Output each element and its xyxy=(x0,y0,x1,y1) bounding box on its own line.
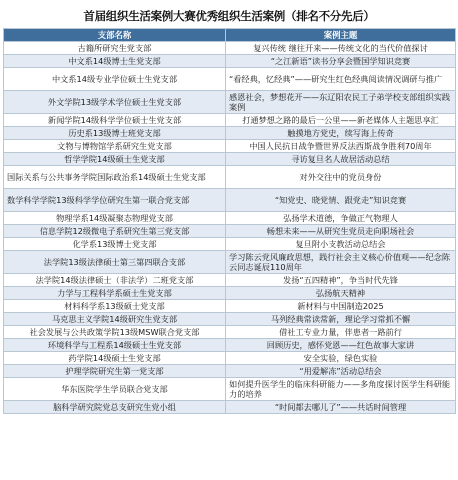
branch-name-cell: 外文学院13级学术学位硕士生党支部 xyxy=(4,91,226,114)
table-row xyxy=(4,238,456,251)
branch-name-cell: 哲学学院14级硕士生党支部 xyxy=(4,153,226,166)
case-theme-cell: 畅想未来——从研究生党员走向职场社会 xyxy=(226,225,456,238)
table-row xyxy=(4,287,456,300)
table-row xyxy=(4,300,456,313)
table-row xyxy=(4,365,456,378)
table-row xyxy=(4,140,456,153)
table-row xyxy=(4,42,456,55)
case-theme-cell: 复兴传统 继往开来——传统文化的当代价值探讨 xyxy=(226,42,456,55)
case-theme-cell: 打通梦想之路的最后一公里——新老媒体人主题思享汇 xyxy=(226,114,456,127)
case-theme-cell: 中国人民抗日战争暨世界反法西斯战争胜利70周年 xyxy=(226,140,456,153)
branch-name-cell: 力学与工程科学系硕士生党支部 xyxy=(4,287,226,300)
branch-name-cell: 药学院14级硕士生党支部 xyxy=(4,352,226,365)
table-row xyxy=(4,339,456,352)
table-row xyxy=(4,114,456,127)
branch-name-cell: 脑科学研究院党总支研究生党小组 xyxy=(4,401,226,414)
branch-name-cell: 数学科学学院13级科学学位研究生第一联合党支部 xyxy=(4,189,226,212)
table-row xyxy=(4,401,456,414)
table-row xyxy=(4,251,456,274)
page-title: 首届组织生活案例大赛优秀组织生活案例（排名不分先后） xyxy=(83,9,375,23)
branch-name-cell: 历史系13级博士班党支部 xyxy=(4,127,226,140)
case-theme-cell: “用爱解冻”活动总结会 xyxy=(226,365,456,378)
branch-name-cell: 护理学院研究生第一党支部 xyxy=(4,365,226,378)
case-theme-cell: 触摸地方党史，续写海上传奇 xyxy=(226,127,456,140)
branch-name-cell: 古籍所研究生党支部 xyxy=(4,42,226,55)
table-row xyxy=(4,55,456,68)
branch-name-cell: 物理学系14级凝聚态物理党支部 xyxy=(4,212,226,225)
table-row xyxy=(4,189,456,212)
table-header-row xyxy=(4,29,456,42)
table-row xyxy=(4,212,456,225)
branch-name-cell: 社会发展与公共政策学院13级MSW联合党支部 xyxy=(4,326,226,339)
case-theme-cell: 弘扬学术道德，争做正气物理人 xyxy=(226,212,456,225)
table-row xyxy=(4,274,456,287)
table-row xyxy=(4,352,456,365)
header-case-theme: 案例主题 xyxy=(226,29,456,42)
case-theme-cell: 安全实验，绿色实验 xyxy=(226,352,456,365)
case-theme-cell: 对外交往中的党员身份 xyxy=(226,166,456,189)
table-row xyxy=(4,166,456,189)
case-theme-cell: 学习陈云党风廉政思想，践行社会主义核心价值观——纪念陈云同志诞辰110周年 xyxy=(226,251,456,274)
branch-name-cell: 华东医院学生学员联合党支部 xyxy=(4,378,226,401)
table-row xyxy=(4,225,456,238)
case-theme-cell: 回顾历史，感怀党恩——红色故事大家讲 xyxy=(226,339,456,352)
branch-name-cell: 法学院13级法律硕士第三第四联合支部 xyxy=(4,251,226,274)
branch-name-cell: 国际关系与公共事务学院国际政治系14级硕士生党支部 xyxy=(4,166,226,189)
case-theme-cell: 马列经典常读常新，理论学习常抓不懈 xyxy=(226,313,456,326)
table-row xyxy=(4,91,456,114)
table-row xyxy=(4,313,456,326)
table-row xyxy=(4,326,456,339)
header-branch-name: 支部名称 xyxy=(4,29,226,42)
case-theme-cell: 借社工专业力量，伴患者一路前行 xyxy=(226,326,456,339)
table-row xyxy=(4,68,456,91)
table-row xyxy=(4,127,456,140)
case-theme-cell: “时间都去哪儿了”——共话时间管理 xyxy=(226,401,456,414)
case-theme-cell: 感恩社会，梦想花开——东辽阳农民工子弟学校支部组织实践案例 xyxy=(226,91,456,114)
case-theme-cell: 复旦附小支教活动总结会 xyxy=(226,238,456,251)
branch-name-cell: 中文系14级博士生党支部 xyxy=(4,55,226,68)
case-theme-cell: 寻访复旦名人故居活动总结 xyxy=(226,153,456,166)
branch-name-cell: 文物与博物馆学系研究生党支部 xyxy=(4,140,226,153)
case-theme-cell: 弘扬航天精神 xyxy=(226,287,456,300)
case-theme-cell: “知党史、晓党情、跟党走”知识竞赛 xyxy=(226,189,456,212)
branch-name-cell: 法学院14级法律硕士（非法学）二班党支部 xyxy=(4,274,226,287)
branch-name-cell: 化学系13级博士党支部 xyxy=(4,238,226,251)
branch-name-cell: 信息学院12级微电子系研究生第三党支部 xyxy=(4,225,226,238)
branch-name-cell: 马克思主义学院14级研究生党支部 xyxy=(4,313,226,326)
branch-name-cell: 环境科学与工程系14级硕士生党支部 xyxy=(4,339,226,352)
case-theme-cell: “之江新语”读书分享会暨国学知识竞赛 xyxy=(226,55,456,68)
branch-name-cell: 中文系14级专业学位硕士生党支部 xyxy=(4,68,226,91)
branch-name-cell: 材料科学系13级硕士党支部 xyxy=(4,300,226,313)
table-row xyxy=(4,153,456,166)
branch-name-cell: 新闻学院14级科学学位硕士生党支部 xyxy=(4,114,226,127)
case-theme-cell: 如何提升医学生的临床科研能力——多角度探讨医学生科研能力的培养 xyxy=(226,378,456,401)
case-theme-cell: 发扬“五四精神”，争当时代先锋 xyxy=(226,274,456,287)
table-row xyxy=(4,378,456,401)
case-theme-cell: “看经典，忆经典”——研究生红色经典阅读情况调研与推广 xyxy=(226,68,456,91)
case-table xyxy=(3,28,456,414)
case-theme-cell: 新材料与中国制造2025 xyxy=(226,300,456,313)
